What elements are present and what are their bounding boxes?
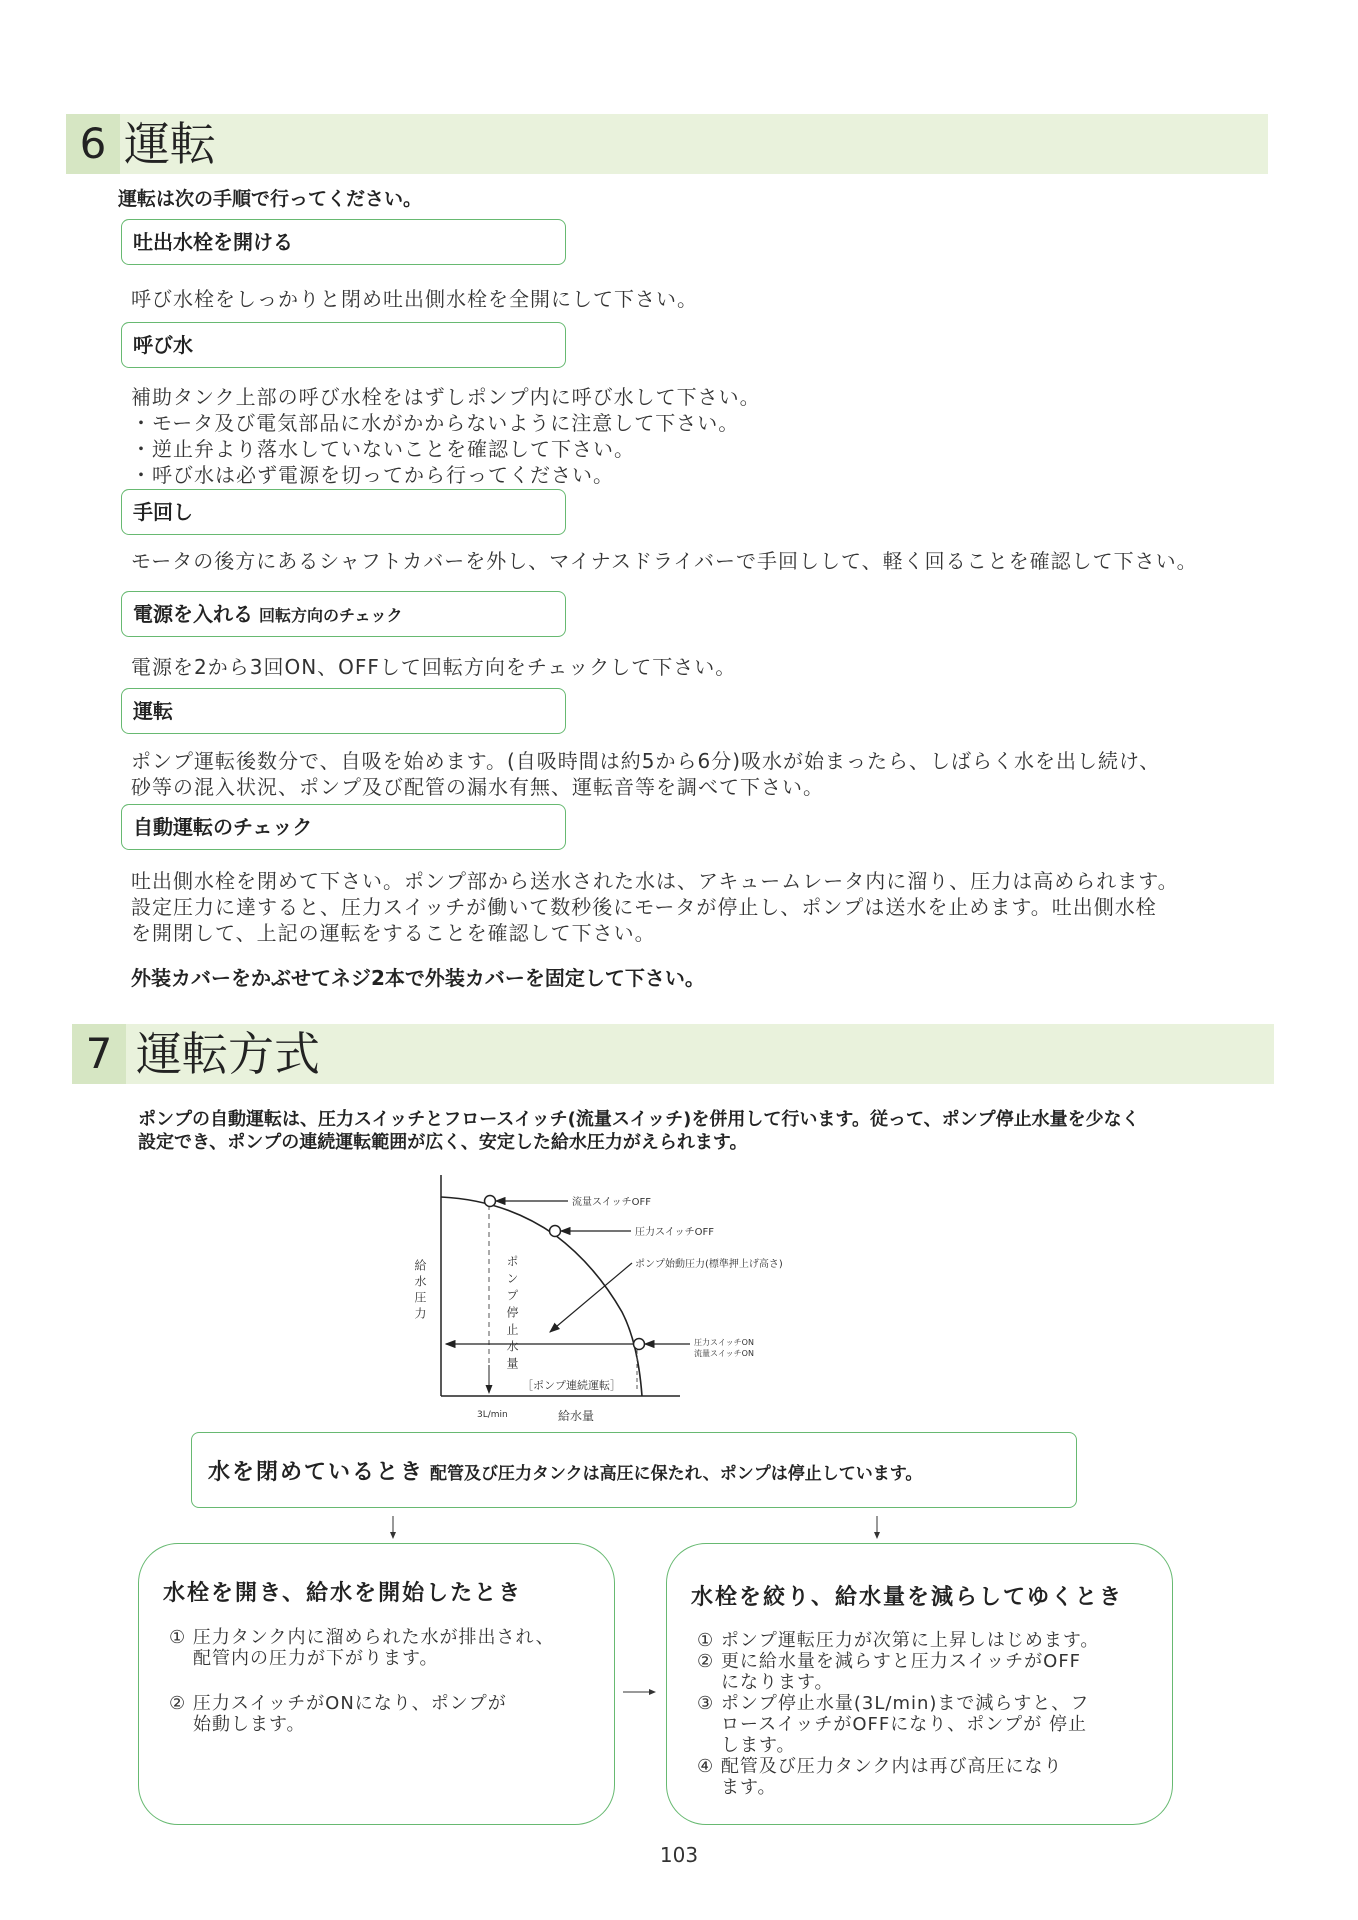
list-item (697, 1630, 1099, 1651)
pump-curve (441, 1197, 642, 1396)
state-closed-box (191, 1432, 1077, 1508)
item-text: 圧力タンク内に溜められた水が排出され、 (192, 1627, 555, 1648)
point-pressure-switch-off (550, 1226, 561, 1237)
text-line: 設定圧力に達すると、圧力スイッチが働いて数秒後にモータが停止し、ポンプは送水を止めます。吐出側水栓 (131, 895, 1157, 919)
text-line: モータの後方にあるシャフトカバーを外し、マイナスドライバーで手回しして、軽く回ることを確認して下さい。 (131, 549, 1198, 573)
item-number: ③ (697, 1693, 715, 1714)
text-line: ・モータ及び電気部品に水がかからないように注意して下さい。 (131, 411, 740, 435)
step-label: 吐出水栓を開ける (133, 230, 293, 254)
step-text-hand-turn (131, 548, 1198, 574)
section7-intro (138, 1108, 1140, 1154)
label-stop-flow-vertical: ポンプ停止水量 (505, 1255, 519, 1374)
list-item (169, 1693, 555, 1714)
text-line: ・呼び水は必ず電源を切ってから行ってください。 (131, 463, 614, 487)
step-label: 自動運転のチェック (133, 815, 313, 839)
section6-intro: 運転は次の手順で行ってください。 (118, 188, 423, 210)
item-text-cont: になります。 (721, 1672, 834, 1693)
text-line: 砂等の混入状況、ポンプ及び配管の漏水有無、運転音等を調べて下さい。 (131, 775, 824, 799)
y-axis-label: 給水圧力 (413, 1259, 427, 1323)
state-throttle-title: 水栓を絞り、給水量を減らしてゆくとき (691, 1585, 1124, 1610)
text-line: 補助タンク上部の呼び水栓をはずしポンプ内に呼び水して下さい。 (131, 385, 761, 409)
section6-title: 運転 (124, 117, 216, 171)
item-text-cont: 始動します。 (193, 1714, 306, 1735)
point-pressure-switch-on (634, 1339, 645, 1350)
step-box-open-faucet (121, 219, 566, 265)
list-item (169, 1627, 555, 1648)
text-line: ・逆止弁より落水していないことを確認して下さい。 (131, 437, 635, 461)
step-label: 手回し (133, 500, 193, 524)
operation-chart (400, 1165, 840, 1427)
item-text: 圧力スイッチがONになり、ポンプが (192, 1693, 507, 1714)
step-text-power-on (131, 654, 736, 680)
state-closed-main: 水を閉めているとき (208, 1460, 425, 1485)
text-line: ポンプ運転後数分で、自吸を始めます。(自吸時間は約5から6分)吸水が始まったら、しばらく水を出し続け、 (131, 749, 1161, 773)
x-tick-3lmin: 3L/min (477, 1410, 508, 1420)
step-text-priming (131, 384, 761, 488)
item-number: ④ (697, 1756, 715, 1777)
item-text-cont: します。 (721, 1735, 796, 1756)
arrow-start-pressure (550, 1263, 632, 1332)
item-text: 配管及び圧力タンク内は再び高圧になり (720, 1756, 1063, 1777)
state-closed-desc: 配管及び圧力タンクは高圧に保たれ、ポンプは停止しています。 (430, 1464, 923, 1484)
state-open-title: 水栓を開き、給水を開始したとき (163, 1581, 523, 1606)
step-text-auto-check (131, 868, 1179, 946)
step-sub-label: 回転方向のチェック (259, 606, 403, 625)
page-number: 103 (659, 1843, 699, 1867)
text-line: 吐出側水栓を閉めて下さい。ポンプ部から送水された水は、アキュームレータ内に溜り、圧力は高められます。 (131, 869, 1179, 893)
list-item (697, 1693, 1099, 1714)
step-label: 電源を入れる (133, 602, 253, 626)
item-text-cont: ます。 (721, 1777, 777, 1798)
item-text: ポンプ運転圧力が次第に上昇しはじめます。 (720, 1630, 1100, 1651)
item-text-cont: 配管内の圧力が下がります。 (193, 1648, 439, 1669)
item-text: 更に給水量を減らすと圧力スイッチがOFF (720, 1651, 1082, 1672)
state-open-list (169, 1627, 555, 1735)
list-item (697, 1651, 1099, 1672)
label-pressure-switch-on: 圧力スイッチON (694, 1338, 754, 1347)
item-number: ② (697, 1651, 715, 1672)
state-throttle-box (666, 1543, 1173, 1825)
item-number: ② (169, 1693, 187, 1714)
state-closed-title (208, 1455, 922, 1486)
section6-header-bar (66, 114, 1268, 174)
section7-number: 7 (72, 1024, 126, 1084)
list-item (697, 1756, 1099, 1777)
step-box-hand-turn (121, 489, 566, 535)
item-text-cont: ロースイッチがOFFになり、ポンプが 停止 (721, 1714, 1087, 1735)
point-flow-switch-off (485, 1196, 496, 1207)
step-box-priming (121, 322, 566, 368)
step-text-open-faucet (131, 286, 698, 312)
intro-line: ポンプの自動運転は、圧力スイッチとフロースイッチ(流量スイッチ)を併用して行います。従って、ポンプ停止水量を少なく (138, 1109, 1140, 1130)
state-throttle-list (697, 1630, 1099, 1798)
label-flow-switch-off: 流量スイッチOFF (572, 1197, 651, 1208)
cover-fix-note: 外装カバーをかぶせてネジ2本で外装カバーを固定して下さい。 (131, 966, 705, 990)
text-line: を開閉して、上記の運転をすることを確認して下さい。 (131, 921, 656, 945)
step-box-auto-check (121, 804, 566, 850)
step-label: 呼び水 (133, 333, 193, 357)
step-text-operation (131, 748, 1160, 800)
state-open-box (138, 1543, 615, 1825)
step-label: 運転 (133, 699, 173, 723)
label-start-pressure: ポンプ始動圧力(標準押上げ高さ) (635, 1259, 783, 1270)
step-box-operation (121, 688, 566, 734)
item-text: ポンプ停止水量(3L/min)まで減らすと、フ (720, 1693, 1090, 1714)
intro-line: 設定でき、ポンプの連続運転範囲が広く、安定した給水圧力がえられます。 (138, 1132, 748, 1153)
section7-title: 運転方式 (136, 1027, 320, 1081)
label-pressure-switch-off: 圧力スイッチOFF (635, 1227, 714, 1238)
step-box-power-on (121, 591, 566, 637)
text-line: 呼び水栓をしっかりと閉め吐出側水栓を全開にして下さい。 (131, 287, 698, 311)
label-continuous-range: ［ポンプ連続運転］ (522, 1379, 621, 1392)
x-axis-label: 給水量 (558, 1409, 595, 1423)
label-flow-switch-on: 流量スイッチON (694, 1349, 754, 1358)
item-number: ① (697, 1630, 715, 1651)
section6-number: 6 (66, 114, 120, 174)
item-number: ① (169, 1627, 187, 1648)
text-line: 電源を2から3回ON、OFFして回転方向をチェックして下さい。 (131, 655, 737, 679)
